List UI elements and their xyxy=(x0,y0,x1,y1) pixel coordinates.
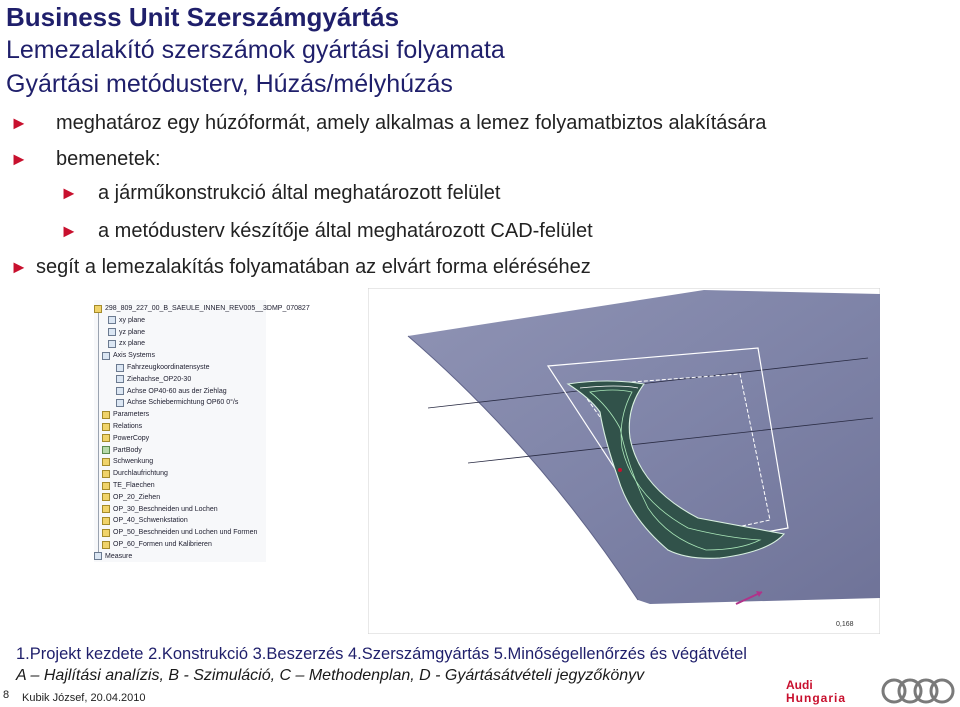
tree-node-icon xyxy=(94,552,102,560)
audi-rings-logo xyxy=(880,676,958,706)
tree-node-icon xyxy=(116,364,124,372)
brand-line-2: Hungaria xyxy=(786,691,847,705)
tree-item-label: Durchlaufrichtung xyxy=(113,470,168,478)
tree-node-icon xyxy=(102,482,110,490)
brand-line-1: Audi xyxy=(786,678,813,692)
red-marker xyxy=(618,468,622,472)
slide-subtitle-2: Gyártási metódusterv, Húzás/mélyhúzás xyxy=(6,70,453,98)
tree-item-label: OP_60_Formen und Kalibrieren xyxy=(113,541,212,548)
tree-item-label: Ziehachse_OP20-30 xyxy=(127,375,192,383)
tree-node-icon xyxy=(102,411,110,419)
sub-bullet-1: ► a járműkonstrukció által meghatározott felület xyxy=(60,182,501,204)
tree-node-icon xyxy=(108,316,116,324)
cad-3d-view xyxy=(368,288,880,634)
bullet-arrow-icon: ► xyxy=(10,149,28,169)
tree-item-label: Axis Systems xyxy=(113,352,156,360)
tree-item-label: Schwenkung xyxy=(113,458,154,466)
bullet-2: ► bemenetek: xyxy=(10,148,161,170)
bullet-arrow-icon: ► xyxy=(60,221,78,241)
tree-node-icon xyxy=(102,470,110,478)
tree-node-icon xyxy=(102,529,110,537)
tree-item-label: Measure xyxy=(105,552,133,560)
cad-spec-tree xyxy=(94,300,310,562)
tree-item-label: Achse OP40-60 aus der Ziehlag xyxy=(127,387,227,395)
tree-item-label: Fahrzeugkoordinatensyste xyxy=(127,364,210,371)
tree-node-icon xyxy=(102,352,110,360)
tree-node-icon xyxy=(102,505,110,513)
tree-item-label: Achse Schiebermichtung OP60 0°/s xyxy=(127,399,239,407)
tree-item-label: yz plane xyxy=(119,328,146,336)
tree-node-icon xyxy=(116,375,124,383)
bullet-arrow-icon: ► xyxy=(60,183,78,203)
tree-node-icon xyxy=(94,305,102,313)
tree-item-label: OP_20_Ziehen xyxy=(113,493,161,501)
tree-item-label: zx plane xyxy=(119,340,146,348)
tree-node-icon xyxy=(102,493,110,501)
tree-node-icon xyxy=(116,387,124,395)
tree-item-label: xy plane xyxy=(119,316,146,324)
tree-node-icon xyxy=(102,423,110,431)
process-steps: 1.Projekt kezdete 2.Konstrukció 3.Beszerzés 4.Szerszámgyártás 5.Minőségellenőrzés és végátvétel xyxy=(16,645,747,663)
tree-node-icon xyxy=(102,434,110,442)
bullet-3: ► segít a lemezalakítás folyamatában az elvárt forma eléréséhez xyxy=(10,256,591,278)
tree-node-icon xyxy=(108,340,116,348)
tree-item-label: PartBody xyxy=(113,446,142,454)
tree-node-icon xyxy=(102,446,110,454)
brand-text xyxy=(786,679,846,705)
page-number: 8 xyxy=(3,689,10,701)
tree-node-icon xyxy=(116,399,124,407)
bullet-arrow-icon: ► xyxy=(10,257,28,277)
tree-item-label: OP_30_Beschneiden und Lochen xyxy=(113,505,218,513)
footer-author: Kubik József, 20.04.2010 xyxy=(22,692,146,704)
tree-node-icon xyxy=(108,328,116,336)
bullet-arrow-icon: ► xyxy=(10,113,28,133)
tree-node-icon xyxy=(102,517,110,525)
sub-bullet-2: ► a metódusterv készítője által meghatározott CAD-felület xyxy=(60,220,593,242)
tree-connector-line xyxy=(98,310,99,560)
slide-title: Business Unit Szerszámgyártás xyxy=(6,2,400,32)
tree-item[interactable] xyxy=(94,550,132,563)
cad-view-label: 0,168 xyxy=(836,621,854,628)
tree-item-label: PowerCopy xyxy=(113,434,150,442)
tree-item-label: OP_40_Schwenkstation xyxy=(113,517,188,525)
tree-node-icon xyxy=(102,541,110,549)
bullet-1: ► meghatároz egy húzóformát, amely alkalmas a lemez folyamatbiztos alakítására xyxy=(10,112,767,134)
tree-item-label: Relations xyxy=(113,423,143,430)
process-legend: A – Hajlítási analízis, B - Szimuláció, C – Methodenplan, D - Gyártásátvételi jegyzőkönyv xyxy=(16,667,645,684)
tree-item-label: TE_Flaechen xyxy=(113,482,155,489)
tree-item-label: Parameters xyxy=(113,411,150,419)
slide-subtitle-1: Lemezalakító szerszámok gyártási folyamata xyxy=(6,36,505,64)
tree-item-label: 298_809_227_00_B_SAEULE_INNEN_REV005__3DMP_070827 xyxy=(105,305,310,312)
tree-item-label: OP_50_Beschneiden und Lochen und Formen xyxy=(113,529,258,537)
tree-node-icon xyxy=(102,458,110,466)
